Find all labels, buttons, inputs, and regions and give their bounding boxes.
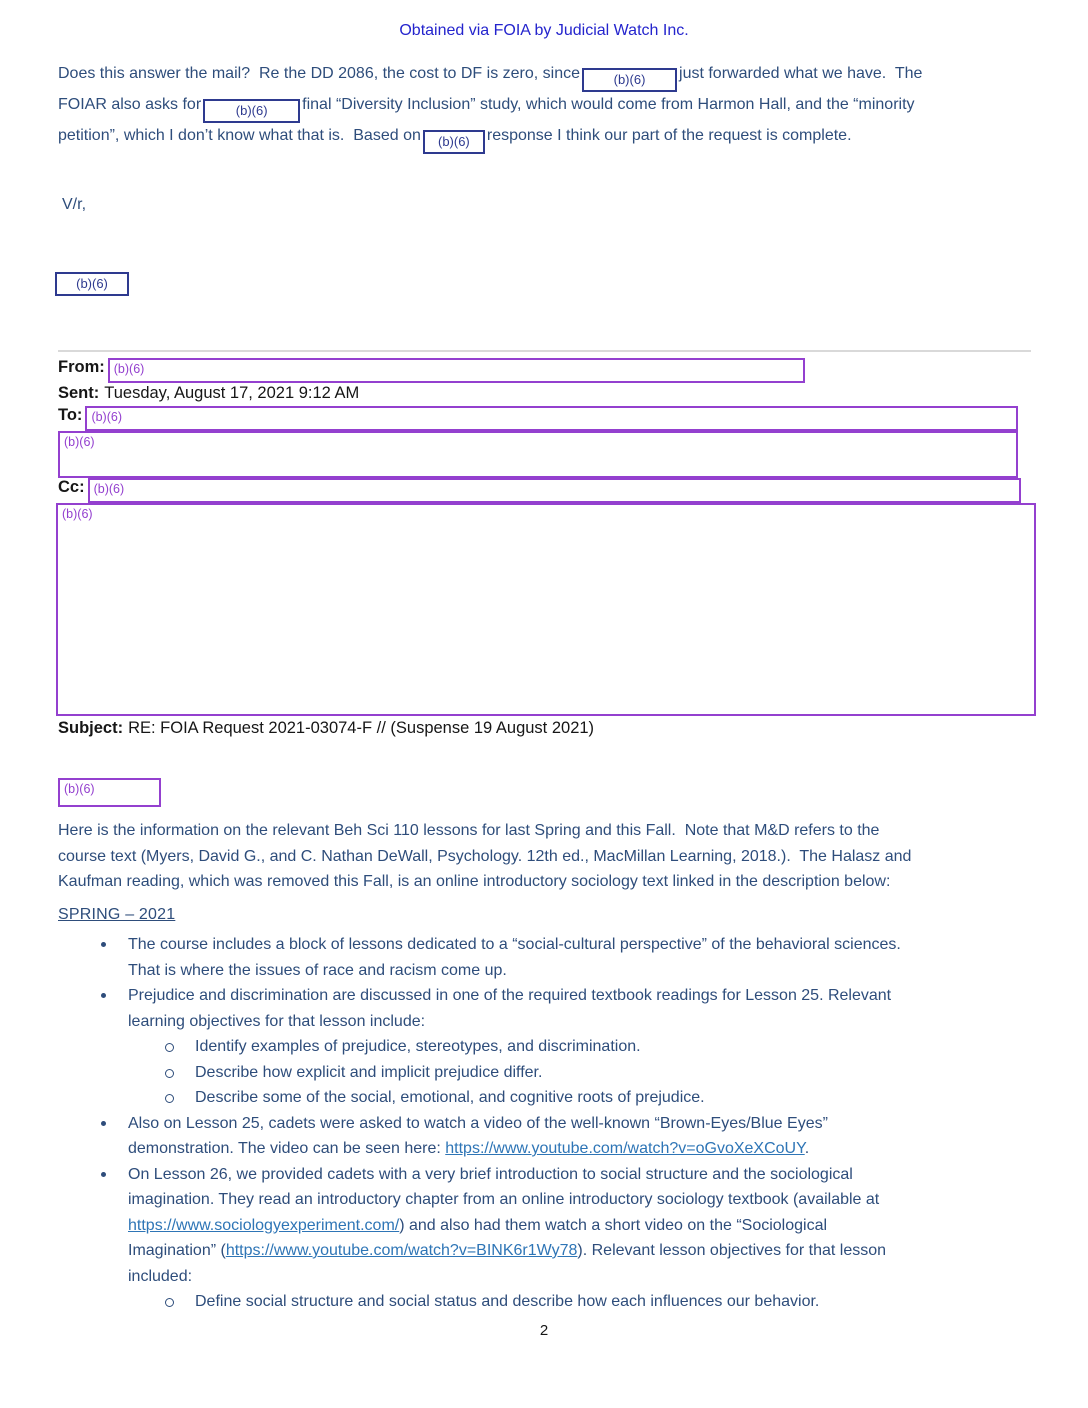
cc-label: Cc: (58, 478, 85, 496)
inline-redaction-box: (b)(6) (203, 99, 300, 123)
subject-label: Subject: (58, 719, 124, 737)
text-run: On Lesson 26, we provided cadets with a very brief introduction to social structure and the sociological (128, 1165, 853, 1183)
to-row (58, 406, 1018, 431)
text-run: imagination. They read an introductory chapter from an online introductory sociology textbook (available at (128, 1191, 880, 1208)
text-run: petition”, which I don’t know what that is. Based on (58, 127, 421, 144)
bullet-icon (101, 1172, 106, 1177)
list-item (58, 932, 1063, 983)
text-run: final “Diversity Inclusion” study, which would come from Harmon Hall, and the “minority (302, 96, 915, 113)
subject-row (58, 719, 594, 738)
to-continuation-redaction-box: (b)(6) (58, 431, 1018, 478)
text-run: Describe some of the social, emotional, and cognitive roots of prejudice. (195, 1089, 705, 1106)
text-run: just forwarded what we have. The (679, 65, 923, 82)
from-label: From: (58, 358, 105, 376)
circle-bullet-icon (165, 1043, 174, 1052)
list-item (58, 983, 1063, 1034)
text-run: . (804, 1140, 810, 1157)
signature-redaction-box: (b)(6) (55, 272, 129, 296)
inline-redaction-box: (b)(6) (423, 130, 485, 154)
text-run: Here is the information on the relevant Beh Sci 110 lessons for last Spring and this Fall. Note that M&D refers to the (58, 822, 880, 839)
sent-label: Sent: (58, 384, 100, 402)
intro-paragraph (58, 818, 1058, 895)
cc-continuation-redaction-box: (b)(6) (56, 503, 1036, 716)
text-run: ) and also had them watch a short video on the “Sociological (399, 1216, 828, 1234)
sent-row (58, 384, 359, 403)
foia-watermark: Obtained via FOIA by Judicial Watch Inc. (399, 22, 689, 39)
from-row (58, 358, 1031, 383)
text-run: FOIAR also asks for (58, 96, 202, 113)
to-label: To: (58, 406, 83, 424)
text-run: Prejudice and discrimination are discussed in one of the required textbook readings for Lesson 25. Relevant (128, 987, 892, 1004)
hyperlink[interactable]: https://www.youtube.com/watch?v=BINK6r1Wy78 (225, 1242, 578, 1259)
bullet-icon (101, 993, 106, 998)
spring-2021-heading: SPRING – 2021 (58, 906, 176, 923)
text-run: Define social structure and social status and describe how each influences our behavior. (195, 1293, 820, 1310)
sent-value: Tuesday, August 17, 2021 9:12 AM (104, 384, 360, 402)
email-header-divider (58, 350, 1031, 352)
opening-paragraph (58, 61, 1058, 154)
circle-bullet-icon (165, 1298, 174, 1307)
text-run: included: (128, 1267, 193, 1285)
hyperlink[interactable]: https://www.youtube.com/watch?v=oGvoXeXCoUY (445, 1140, 805, 1157)
text-run: Identify examples of prejudice, stereotypes, and discrimination. (195, 1038, 641, 1055)
sub-list-item (58, 1289, 1063, 1315)
spring-bullet-list (58, 932, 1063, 1315)
sub-list-item (58, 1085, 1063, 1111)
text-run: The course includes a block of lessons dedicated to a “social-cultural perspective” of the behavioral sciences. (128, 936, 901, 953)
sub-list-item (58, 1060, 1063, 1086)
cc-redaction-box: (b)(6) (88, 478, 1021, 503)
hyperlink[interactable]: https://www.sociologyexperiment.com/ (128, 1216, 400, 1234)
sender-signature-redaction-box: (b)(6) (58, 778, 161, 807)
inline-redaction-box: (b)(6) (582, 68, 677, 92)
text-run: That is where the issues of race and racism come up. (128, 961, 507, 979)
text-run: Does this answer the mail? Re the DD 2086, the cost to DF is zero, since (58, 65, 581, 82)
text-run: response I think our part of the request is complete. (486, 127, 852, 144)
sub-list-item (58, 1034, 1063, 1060)
list-item (58, 1162, 1063, 1290)
list-item (58, 1111, 1063, 1162)
text-run: Also on Lesson 25, cadets were asked to watch a video of the well-known “Brown-Eyes/Blue Eyes” (128, 1114, 828, 1132)
text-run: demonstration. The video can be seen here: (128, 1140, 446, 1157)
text-run: Describe how explicit and implicit prejudice differ. (195, 1063, 543, 1081)
circle-bullet-icon (165, 1069, 174, 1078)
bullet-icon (101, 942, 106, 947)
bullet-icon (101, 1121, 106, 1126)
text-run: Kaufman reading, which was removed this Fall, is an online introductory sociology text linked in the description below: (58, 873, 891, 890)
text-run: ). Relevant lesson objectives for that lesson (577, 1242, 887, 1259)
from-redaction-box: (b)(6) (108, 358, 805, 383)
signoff: V/r, (62, 196, 87, 213)
text-run: course text (Myers, David G., and C. Nathan DeWall, Psychology. 12th ed., MacMillan Learning, 2018.). The Halasz and (58, 847, 912, 865)
subject-value: RE: FOIA Request 2021-03074-F // (Suspense 19 August 2021) (128, 719, 595, 737)
to-redaction-box: (b)(6) (85, 406, 1018, 431)
text-run: learning objectives for that lesson include: (128, 1012, 426, 1030)
cc-row (58, 478, 1021, 503)
circle-bullet-icon (165, 1094, 174, 1103)
text-run: Imagination” ( (128, 1242, 226, 1259)
page-number: 2 (539, 1322, 549, 1339)
